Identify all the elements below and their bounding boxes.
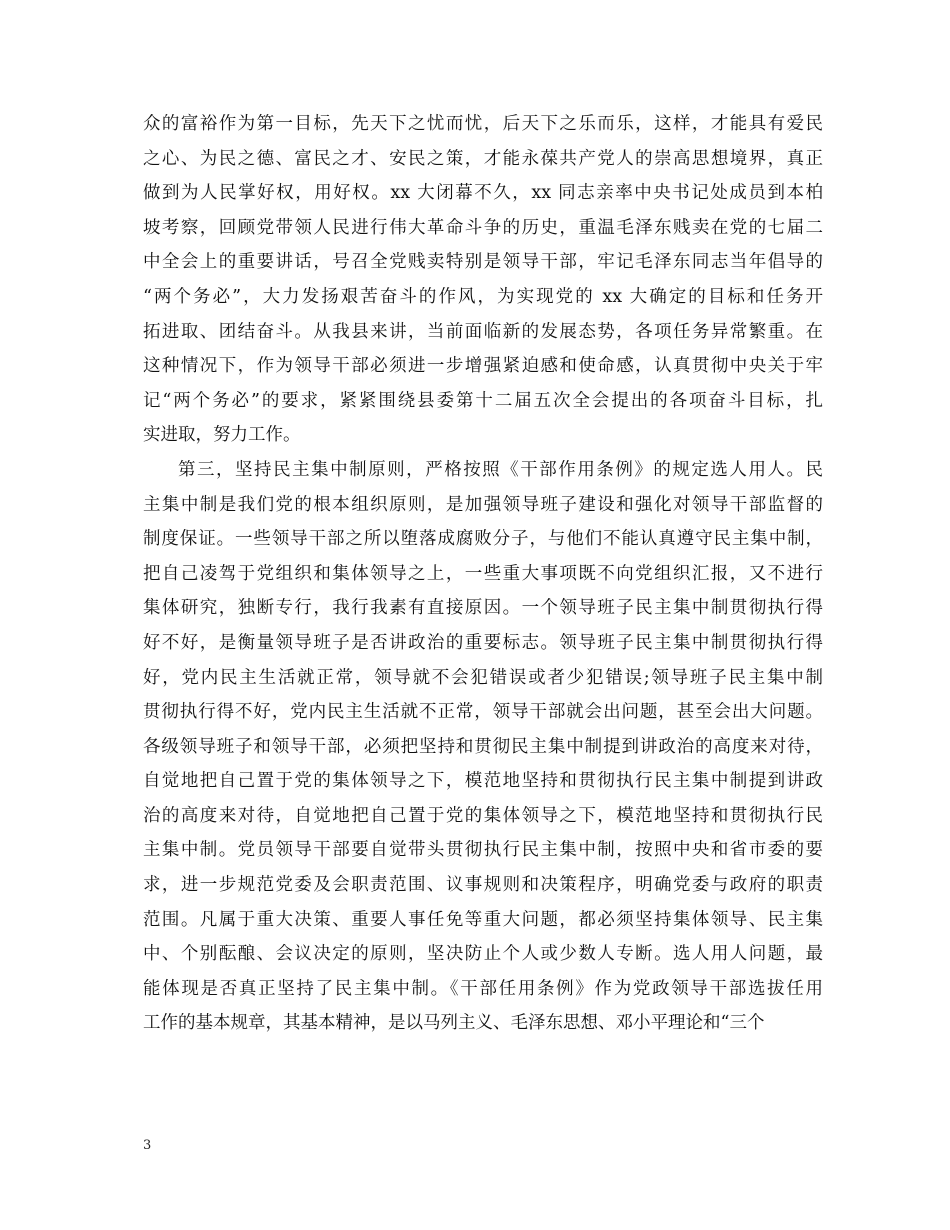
text-line: 自觉地把自己置于党的集体领导之下，模范地坚持和贯彻执行民主集中制提到讲政	[143, 771, 823, 792]
text-line: 这种情况下，作为领导干部必须进一步增强紧迫感和使命感，认真贯彻中央关于牢	[143, 356, 823, 377]
text-line: 范围。凡属于重大决策、重要人事任免等重大问题，都必须坚持集体领导、民主集	[143, 909, 823, 930]
text-line: 做到为人民掌好权，用好权。xx 大闭幕不久，xx 同志亲率中央书记处成员到本柏	[143, 183, 823, 204]
text-line: 把自己凌驾于党组织和集体领导之上，一些重大事项既不向党组织汇报，又不进行	[143, 563, 823, 584]
text-line: 坡考察，回顾党带领人民进行伟大革命斗争的历史，重温毛泽东贱卖在党的七届二	[143, 217, 823, 238]
text-line: 中、个别酝酿、会议决定的原则，坚决防止个人或少数人专断。选人用人问题，最	[143, 944, 823, 965]
text-line: 实进取，努力工作。	[143, 425, 301, 446]
text-line: 记“两个务必”的要求，紧紧围绕县委第十二届五次全会提出的各项奋斗目标，扎	[143, 390, 823, 411]
text-line: 拓进取、团结奋斗。从我县来讲，当前面临新的发展态势，各项任务异常繁重。在	[143, 321, 823, 342]
text-line: 主集中制是我们党的根本组织原则，是加强领导班子建设和强化对领导干部监督的	[143, 494, 823, 515]
text-line: 贯彻执行得不好，党内民主生活就不正常，领导干部就会出问题，甚至会出大问题。	[143, 702, 823, 723]
text-line: 各级领导班子和领导干部，必须把坚持和贯彻民主集中制提到讲政治的高度来对待，	[143, 736, 823, 757]
text-line: 能体现是否真正坚持了民主集中制。《干部任用条例》作为党政领导干部选拔任用	[143, 978, 823, 999]
text-line: 之心、为民之德、富民之才、安民之策，才能永葆共产党人的崇高思想境界，真正	[143, 148, 823, 169]
paragraph	[143, 453, 823, 1041]
text-line: 中全会上的重要讲话，号召全党贱卖特别是领导干部，牢记毛泽东同志当年倡导的	[143, 252, 823, 273]
paragraph	[143, 107, 823, 453]
text-line: “两个务必”，大力发扬艰苦奋斗的作风，为实现党的 xx 大确定的目标和任务开	[143, 286, 823, 307]
body-text	[143, 107, 823, 1041]
text-line: 治的高度来对待，自觉地把自己置于党的集体领导之下，模范地坚持和贯彻执行民	[143, 805, 823, 826]
page-number: 3	[143, 1138, 152, 1153]
text-line: 主集中制。党员领导干部要自觉带头贯彻执行民主集中制，按照中央和省市委的要	[143, 840, 823, 861]
text-line: 求，进一步规范党委及会职责范围、议事规则和决策程序，明确党委与政府的职责	[143, 875, 823, 896]
text-line: 好不好，是衡量领导班子是否讲政治的重要标志。领导班子民主集中制贯彻执行得	[143, 632, 823, 653]
text-line: 集体研究，独断专行，我行我素有直接原因。一个领导班子民主集中制贯彻执行得	[143, 598, 823, 619]
text-line: 好，党内民主生活就正常，领导就不会犯错误或者少犯错误;领导班子民主集中制	[143, 667, 823, 688]
text-line: 第三，坚持民主集中制原则，严格按照《干部作用条例》的规定选人用人。民	[178, 459, 823, 480]
text-line: 工作的基本规章，其基本精神，是以马列主义、毛泽东思想、邓小平理论和“三个	[143, 1013, 765, 1034]
text-line: 众的富裕作为第一目标，先天下之忧而忧，后天下之乐而乐，这样，才能具有爱民	[143, 114, 823, 134]
text-line: 制度保证。一些领导干部之所以堕落成腐败分子，与他们不能认真遵守民主集中制，	[143, 529, 823, 550]
